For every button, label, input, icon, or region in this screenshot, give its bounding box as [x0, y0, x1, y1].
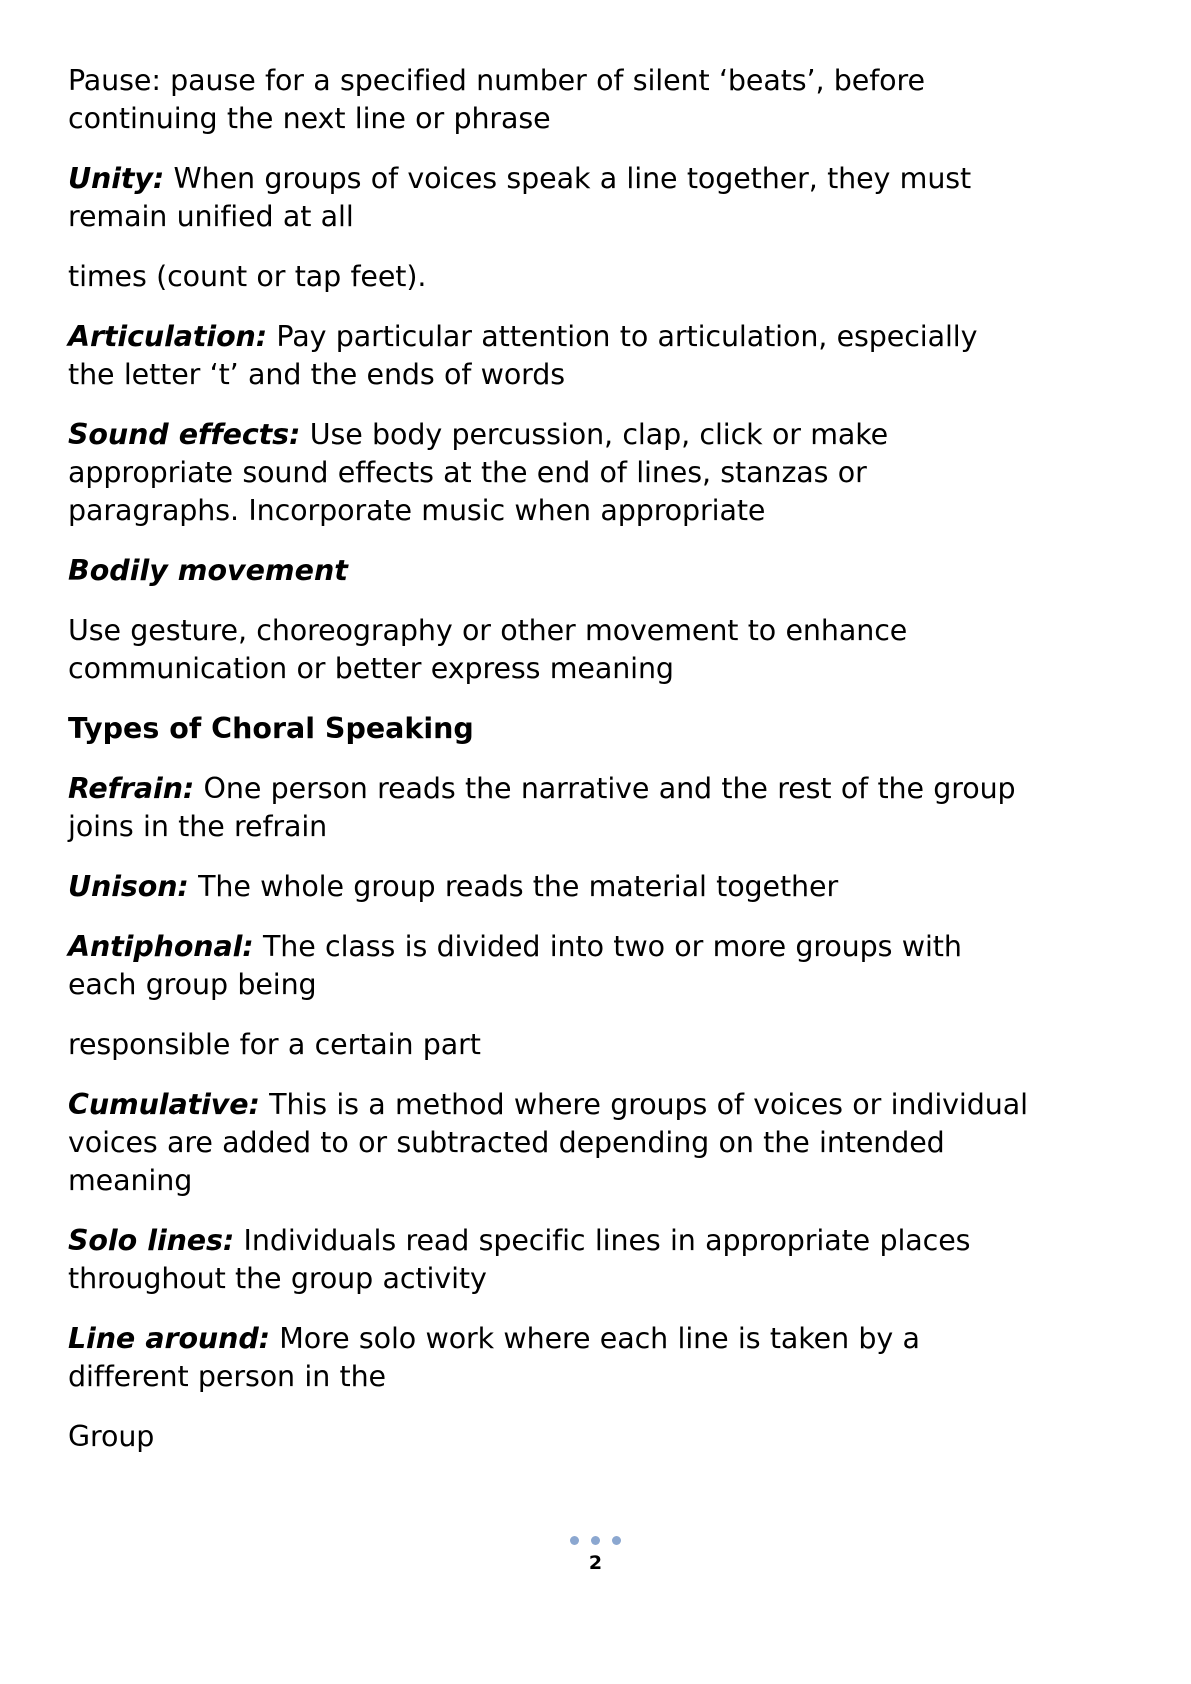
paragraph-refrain — [68, 770, 1028, 846]
paragraph-unity-lead: Unity: — [68, 162, 165, 195]
paragraph-sound-effects — [68, 416, 1028, 530]
paragraph-antiphonal-text: The class is divided into two or more groups with each group being — [68, 930, 962, 1001]
paragraph-line-around-text: More solo work where each line is taken by a different person in the — [68, 1322, 920, 1393]
page-footer — [0, 1536, 1191, 1574]
footer-dots-ornament — [0, 1536, 1191, 1550]
paragraph-responsible-text: responsible for a certain part — [68, 1028, 481, 1061]
document-body — [68, 62, 1028, 1478]
paragraph-refrain-text: One person reads the narrative and the rest of the group joins in the refrain — [68, 772, 1016, 843]
paragraph-unity-text: When groups of voices speak a line together, they must remain unified at all — [68, 162, 972, 233]
paragraph-cumulative-lead: Cumulative: — [68, 1088, 260, 1121]
paragraph-times — [68, 258, 1028, 296]
footer-dot-1 — [570, 1536, 579, 1545]
heading-types-of-choral-speaking: Types of Choral Speaking — [68, 712, 474, 745]
paragraph-line-around — [68, 1320, 1028, 1396]
page-number: 2 — [588, 1552, 603, 1574]
paragraph-solo-lines-lead: Solo lines: — [68, 1224, 235, 1257]
paragraph-unison — [68, 868, 1028, 906]
paragraph-pause — [68, 62, 1028, 138]
footer-dot-3 — [612, 1536, 621, 1545]
paragraph-line-around-lead: Line around: — [68, 1322, 270, 1355]
paragraph-solo-lines-text: Individuals read specific lines in appropriate places throughout the group activity — [68, 1224, 971, 1295]
paragraph-unity — [68, 160, 1028, 236]
paragraph-articulation-lead: Articulation: — [68, 320, 268, 353]
heading-bodily-movement: Bodily movement — [68, 554, 348, 587]
paragraph-bodily-movement-text: Use gesture, choreography or other movement to enhance communication or better express meaning — [68, 614, 908, 685]
paragraph-articulation — [68, 318, 1028, 394]
paragraph-times-text: times (count or tap feet). — [68, 260, 427, 293]
footer-dot-2 — [591, 1536, 600, 1545]
paragraph-unison-text: The whole group reads the material together — [188, 870, 839, 903]
paragraph-antiphonal-lead: Antiphonal: — [68, 930, 254, 963]
paragraph-articulation-text: Pay particular attention to articulation, especially the letter ‘t’ and the ends of words — [68, 320, 978, 391]
paragraph-sound-effects-lead: Sound effects: — [68, 418, 301, 451]
paragraph-responsible — [68, 1026, 1028, 1064]
paragraph-sound-effects-text: Use body percussion, clap, click or make appropriate sound effects at the end of lines, stanzas or paragraphs. Incorporate music when appropriate — [68, 418, 889, 527]
paragraph-cumulative-text: This is a method where groups of voices or individual voices are added to or subtracted depending on the intended meaning — [68, 1088, 1028, 1197]
paragraph-unison-lead: Unison: — [68, 870, 189, 903]
paragraph-bodily-movement — [68, 612, 1028, 688]
paragraph-antiphonal — [68, 928, 1028, 1004]
paragraph-cumulative — [68, 1086, 1028, 1200]
paragraph-group — [68, 1418, 1028, 1456]
paragraph-refrain-lead: Refrain: — [68, 772, 195, 805]
paragraph-solo-lines — [68, 1222, 1028, 1298]
paragraph-pause-text: Pause: pause for a specified number of silent ‘beats’, before continuing the next line or phrase — [68, 64, 925, 135]
paragraph-group-text: Group — [68, 1420, 155, 1453]
